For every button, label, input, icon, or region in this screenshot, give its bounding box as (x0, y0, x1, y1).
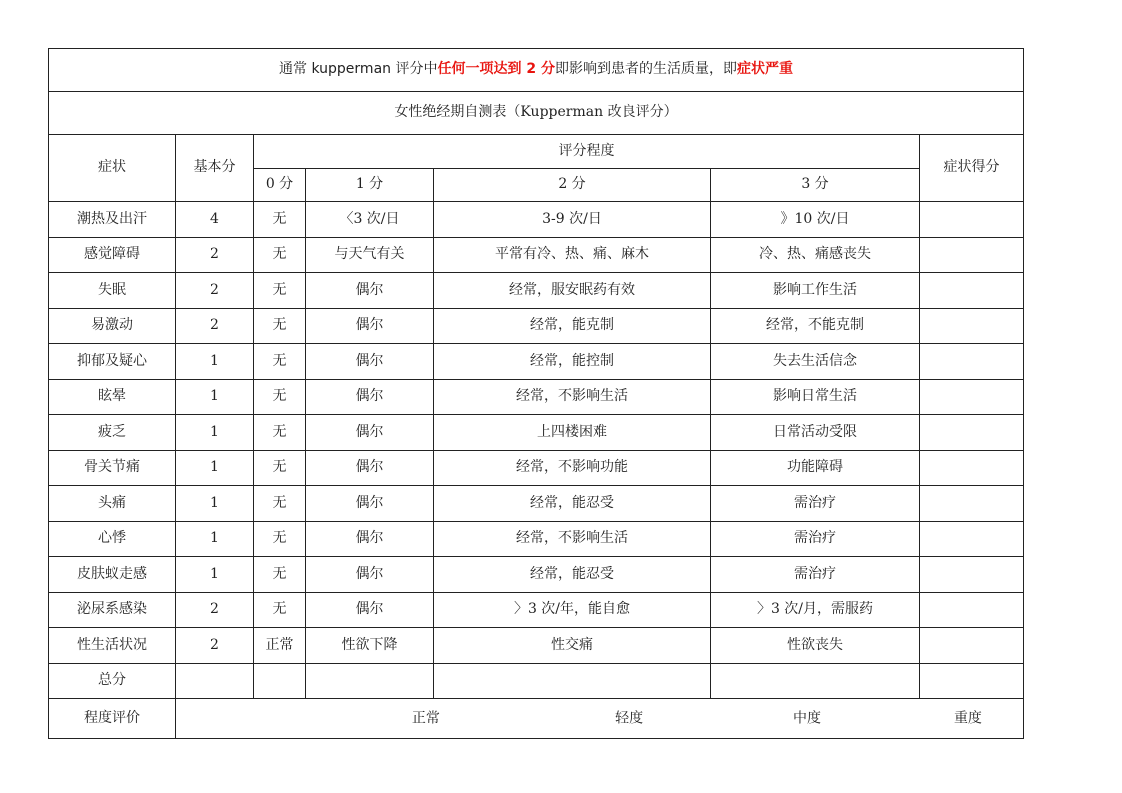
symptom-score-cell[interactable] (920, 309, 1024, 344)
degree-2-cell: 经常，服安眠药有效 (434, 273, 711, 309)
symptom-cell: 抑郁及疑心 (49, 344, 176, 380)
banner-text-2: 即影响到患者的生活质量，即 (554, 61, 737, 78)
degree-3-cell: 经常，不能克制 (711, 309, 920, 344)
degree-3-cell: 影响工作生活 (711, 273, 920, 309)
degree-1-cell: 偶尔 (306, 593, 434, 628)
header-degree: 评分程度 (254, 135, 920, 169)
base-score-cell: 1 (176, 344, 254, 380)
degree-0-cell: 正常 (254, 628, 306, 664)
header-symptom-score: 症状得分 (920, 135, 1024, 202)
header-degree-1: 1 分 (306, 169, 434, 202)
degree-2-cell: 经常，能克制 (434, 309, 711, 344)
table-row (49, 202, 1024, 238)
table-row (49, 273, 1024, 309)
level-severe: 重度 (953, 709, 982, 726)
symptom-score-cell[interactable] (920, 344, 1024, 380)
evaluation-label: 程度评价 (49, 699, 176, 739)
table-row (49, 593, 1024, 628)
header-base-score: 基本分 (176, 135, 254, 202)
degree-1-cell: 偶尔 (306, 309, 434, 344)
kupperman-table (48, 48, 1024, 739)
degree-0-cell: 无 (254, 273, 306, 309)
total-label: 总分 (49, 664, 176, 699)
symptom-score-cell[interactable] (920, 628, 1024, 664)
table-row (49, 628, 1024, 664)
degree-2-cell: 经常，不影响功能 (434, 451, 711, 486)
base-score-cell: 1 (176, 522, 254, 557)
degree-2-cell: 经常，不影响生活 (434, 522, 711, 557)
table-row (49, 486, 1024, 522)
table-row (49, 380, 1024, 415)
degree-1-cell: 与天气有关 (306, 238, 434, 273)
degree-2-cell: 经常，不影响生活 (434, 380, 711, 415)
total-degree-2-cell[interactable] (434, 664, 711, 699)
evaluation-row (49, 699, 1024, 739)
degree-3-cell: 冷、热、痛感丧失 (711, 238, 920, 273)
symptom-cell: 心悸 (49, 522, 176, 557)
degree-0-cell: 无 (254, 202, 306, 238)
degree-3-cell: 影响日常生活 (711, 380, 920, 415)
degree-3-cell: 〉3 次/月，需服药 (711, 593, 920, 628)
degree-1-cell: 〈3 次/日 (306, 202, 434, 238)
base-score-cell: 4 (176, 202, 254, 238)
degree-1-cell: 偶尔 (306, 451, 434, 486)
degree-0-cell: 无 (254, 593, 306, 628)
table-row (49, 451, 1024, 486)
table-row (49, 557, 1024, 593)
symptom-cell: 感觉障碍 (49, 238, 176, 273)
level-mild: 轻度 (615, 709, 644, 726)
level-moderate: 中度 (793, 709, 821, 726)
table-subtitle: 女性绝经期自测表（Kupperman 改良评分） (49, 92, 1024, 135)
base-score-cell: 1 (176, 380, 254, 415)
degree-1-cell: 偶尔 (306, 344, 434, 380)
symptom-score-cell[interactable] (920, 415, 1024, 451)
table-row (49, 309, 1024, 344)
evaluation-levels (176, 699, 1024, 739)
symptom-score-cell[interactable] (920, 238, 1024, 273)
symptom-score-cell[interactable] (920, 486, 1024, 522)
base-score-cell: 2 (176, 309, 254, 344)
symptom-score-cell[interactable] (920, 451, 1024, 486)
base-score-cell: 1 (176, 451, 254, 486)
symptom-cell: 潮热及出汗 (49, 202, 176, 238)
degree-0-cell: 无 (254, 344, 306, 380)
table-row (49, 238, 1024, 273)
symptom-cell: 疲乏 (49, 415, 176, 451)
symptom-score-cell[interactable] (920, 522, 1024, 557)
degree-2-cell: 3-9 次/日 (434, 202, 711, 238)
base-score-cell: 2 (176, 593, 254, 628)
degree-1-cell: 偶尔 (306, 380, 434, 415)
symptom-score-cell[interactable] (920, 557, 1024, 593)
degree-3-cell: 需治疗 (711, 486, 920, 522)
degree-2-cell: 平常有冷、热、痛、麻木 (434, 238, 711, 273)
symptom-cell: 失眠 (49, 273, 176, 309)
base-score-cell: 2 (176, 238, 254, 273)
degree-0-cell: 无 (254, 451, 306, 486)
base-score-cell: 2 (176, 273, 254, 309)
symptom-cell: 性生活状况 (49, 628, 176, 664)
total-degree-0-cell[interactable] (254, 664, 306, 699)
degree-0-cell: 无 (254, 486, 306, 522)
symptom-score-cell[interactable] (920, 593, 1024, 628)
total-degree-1-cell[interactable] (306, 664, 434, 699)
table-row (49, 344, 1024, 380)
degree-0-cell: 无 (254, 415, 306, 451)
degree-3-cell: 功能障碍 (711, 451, 920, 486)
header-degree-3: 3 分 (711, 169, 920, 202)
symptom-score-cell[interactable] (920, 273, 1024, 309)
degree-2-cell: 经常，能忍受 (434, 486, 711, 522)
symptom-score-cell[interactable] (920, 380, 1024, 415)
degree-2-cell: 经常，能忍受 (434, 557, 711, 593)
total-base-cell[interactable] (176, 664, 254, 699)
banner-highlight-2: 症状严重 (736, 61, 793, 78)
degree-2-cell: 上四楼困难 (434, 415, 711, 451)
degree-1-cell: 偶尔 (306, 557, 434, 593)
level-normal: 正常 (411, 709, 440, 726)
symptom-cell: 头痛 (49, 486, 176, 522)
symptom-score-cell[interactable] (920, 202, 1024, 238)
table-row (49, 522, 1024, 557)
degree-3-cell: 性欲丧失 (711, 628, 920, 664)
degree-1-cell: 偶尔 (306, 522, 434, 557)
degree-1-cell: 偶尔 (306, 415, 434, 451)
symptom-cell: 皮肤蚁走感 (49, 557, 176, 593)
degree-2-cell: 经常，能控制 (434, 344, 711, 380)
base-score-cell: 1 (176, 415, 254, 451)
symptom-cell: 骨关节痛 (49, 451, 176, 486)
banner-highlight-1: 任何一项达到 2 分 (437, 61, 555, 78)
degree-0-cell: 无 (254, 557, 306, 593)
header-degree-0: 0 分 (254, 169, 306, 202)
banner-title (49, 49, 1024, 92)
degree-3-cell: 需治疗 (711, 522, 920, 557)
header-symptom: 症状 (49, 135, 176, 202)
base-score-cell: 1 (176, 557, 254, 593)
symptom-cell: 眩晕 (49, 380, 176, 415)
total-row (49, 664, 1024, 699)
total-score-cell[interactable] (920, 664, 1024, 699)
degree-0-cell: 无 (254, 522, 306, 557)
symptom-cell: 泌尿系感染 (49, 593, 176, 628)
degree-0-cell: 无 (254, 309, 306, 344)
degree-3-cell: 》10 次/日 (711, 202, 920, 238)
degree-0-cell: 无 (254, 238, 306, 273)
degree-1-cell: 性欲下降 (306, 628, 434, 664)
degree-1-cell: 偶尔 (306, 486, 434, 522)
degree-3-cell: 失去生活信念 (711, 344, 920, 380)
banner-text-1: 通常 kupperman 评分中 (279, 61, 438, 78)
degree-0-cell: 无 (254, 380, 306, 415)
base-score-cell: 2 (176, 628, 254, 664)
total-degree-3-cell[interactable] (711, 664, 920, 699)
degree-3-cell: 需治疗 (711, 557, 920, 593)
table-row (49, 415, 1024, 451)
degree-3-cell: 日常活动受限 (711, 415, 920, 451)
degree-2-cell: 〉3 次/年，能自愈 (434, 593, 711, 628)
base-score-cell: 1 (176, 486, 254, 522)
header-degree-2: 2 分 (434, 169, 711, 202)
degree-1-cell: 偶尔 (306, 273, 434, 309)
symptom-cell: 易激动 (49, 309, 176, 344)
degree-2-cell: 性交痛 (434, 628, 711, 664)
